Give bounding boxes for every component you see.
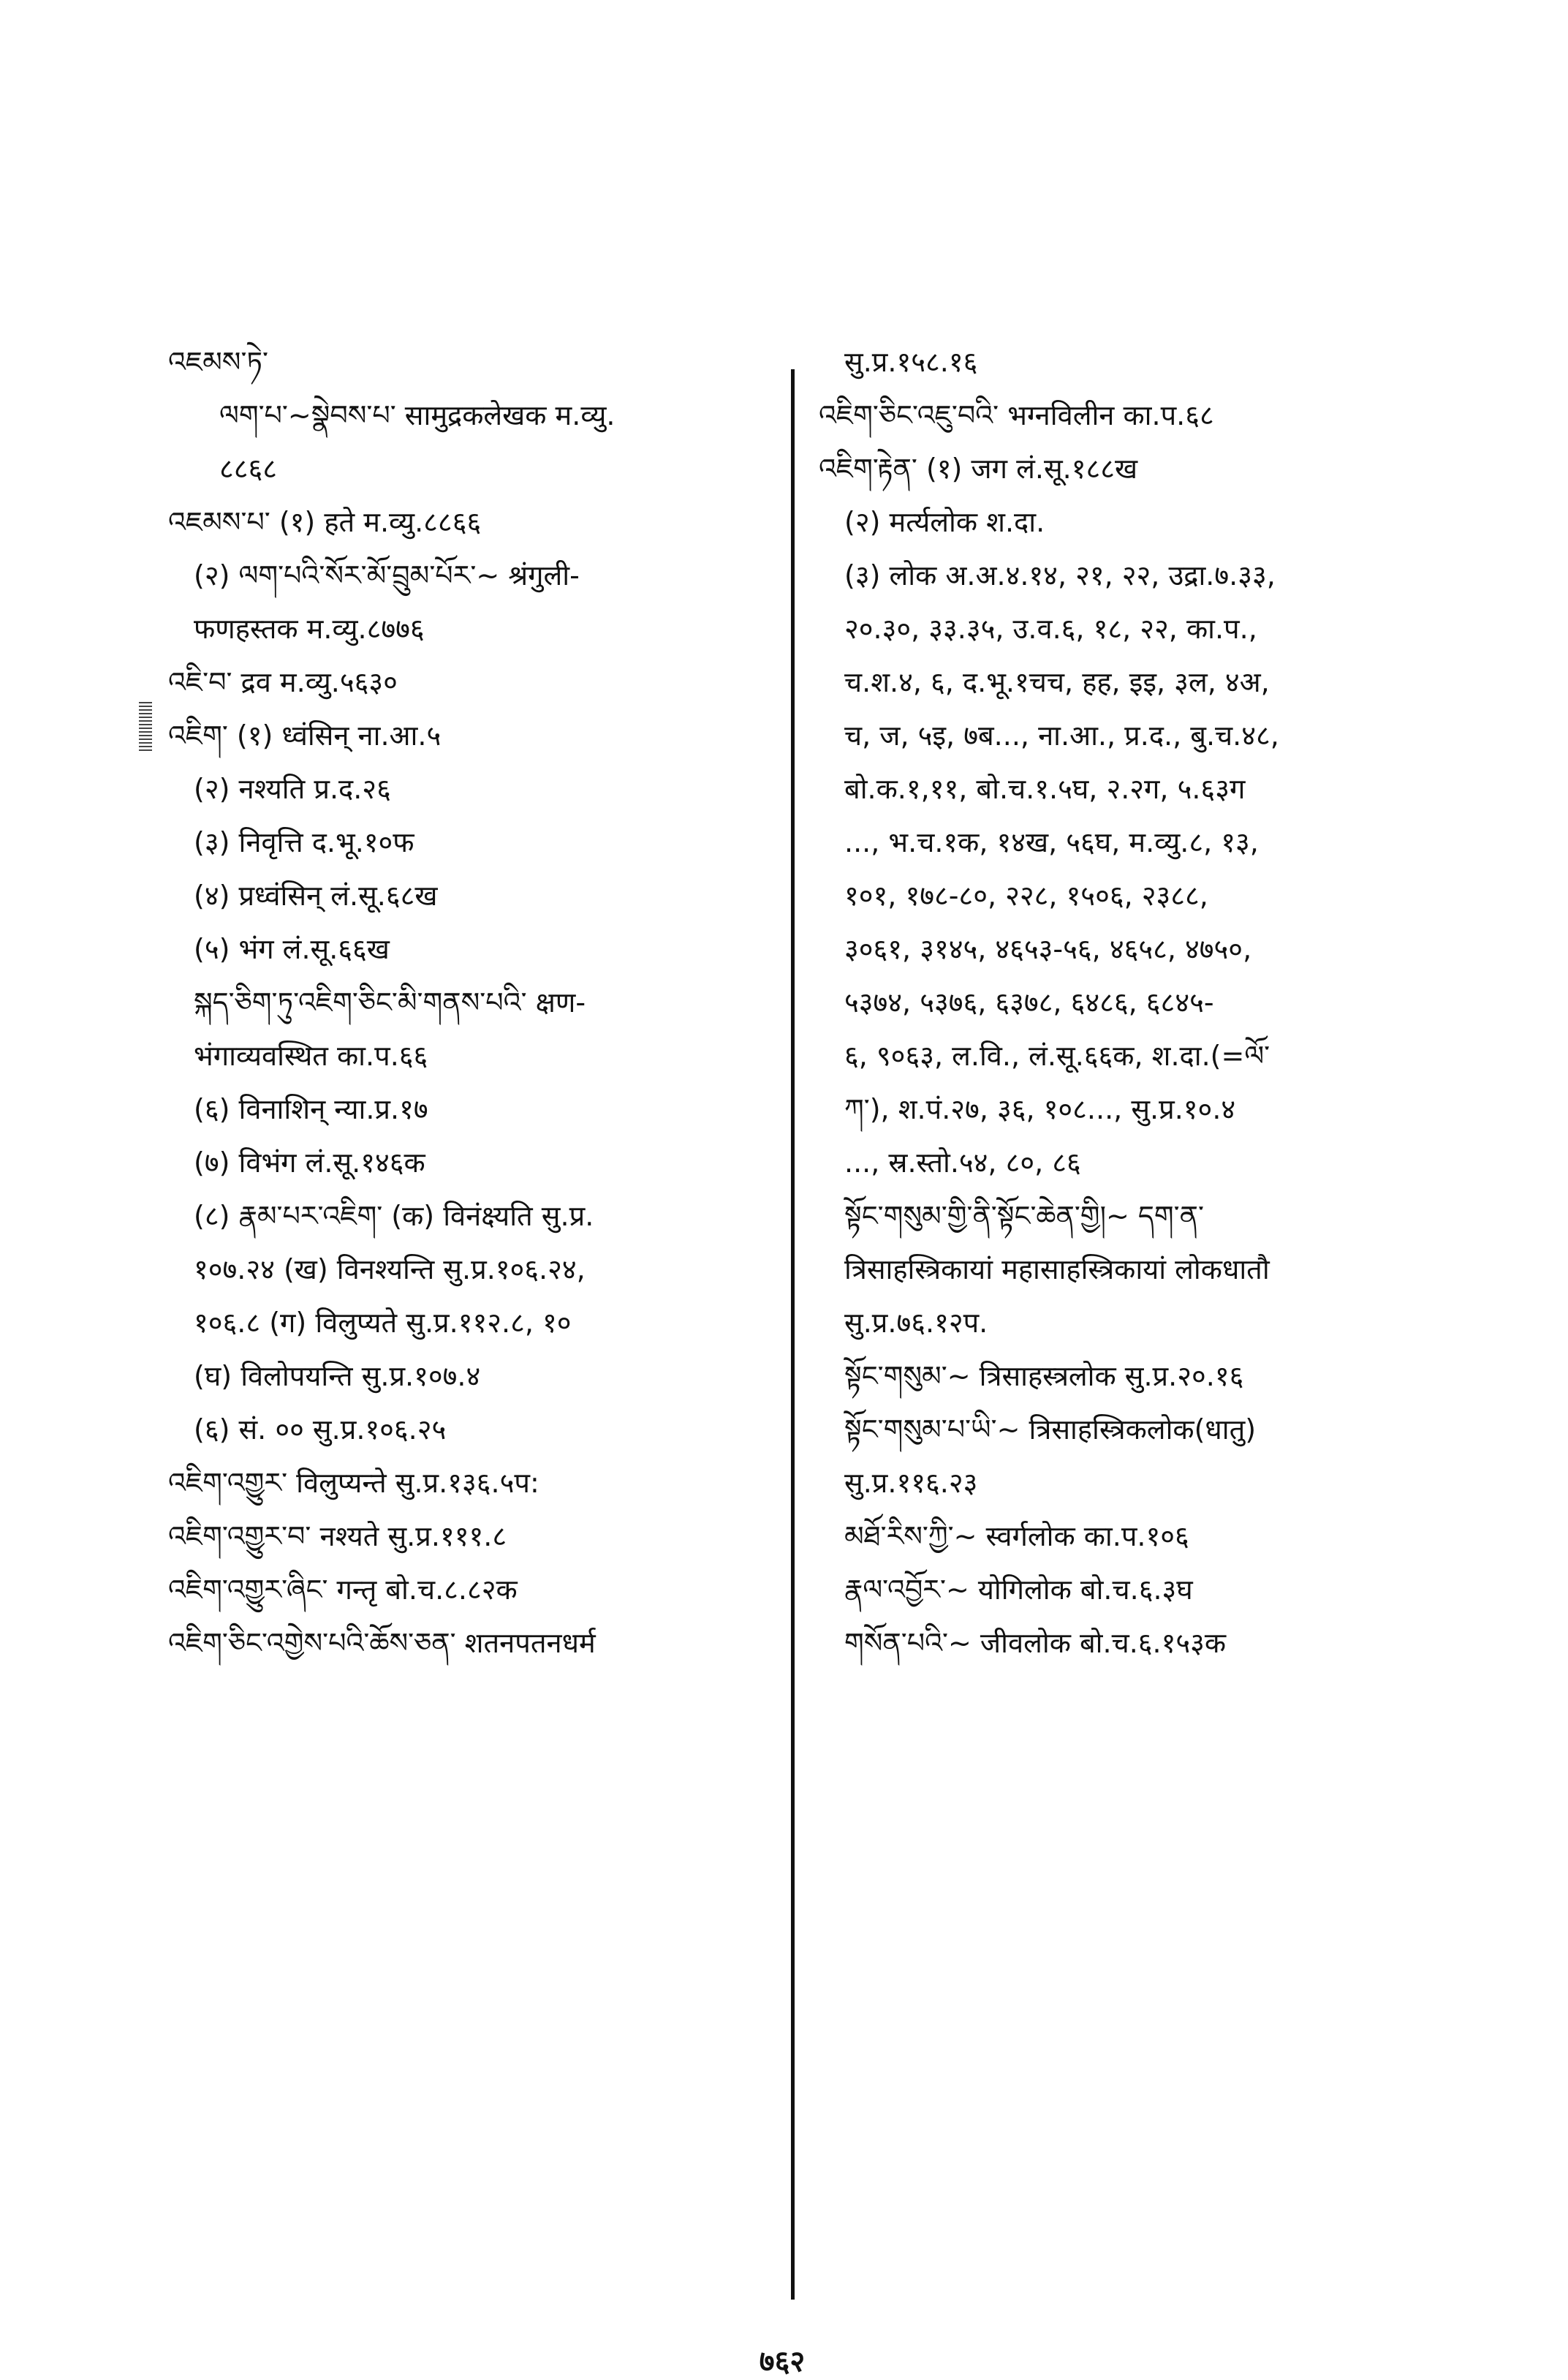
entry-line: च.श.४, ६, द.भू.१चच, हह, इइ, ३ल, ४अ,	[844, 666, 1270, 698]
entry-line: फणहस्तक म.व्यु.८७७६	[194, 613, 425, 645]
entry-line: ལག་པ་~སྣེབས་པ་ सामुद्रकलेखक म.व्यु.	[219, 399, 616, 431]
entry-line: च, ज, ५इ, ७ब..., ना.आ., प्र.द., बु.च.४८,	[844, 719, 1279, 752]
entry-line: འཇིག་ (१) ध्वंसिन् ना.आ.५	[168, 719, 442, 752]
entry-line: ६, ९०६३, ल.वि., लं.सू.६६क, श.दा.(=ལོ་	[844, 1040, 1270, 1072]
entry-line: འཇམས་ཏེ་	[168, 346, 268, 378]
entry-line: (८) རྣམ་པར་འཇིག་ (क) विनंक्ष्यति सु.प्र.	[194, 1200, 594, 1232]
column-divider	[791, 369, 795, 2300]
entry-line: སྟོང་གསུམ་གྱི་ནི་སྟོང་ཆེན་གྱི།~ དག་ན་	[844, 1200, 1204, 1232]
entry-line: (६) सं. ०० सु.प्र.१०६.२५	[194, 1413, 447, 1446]
entry-line: (३) लोक अ.अ.४.१४, २१, २२, उद्रा.७.३३,	[844, 559, 1276, 592]
entry-line: (२) ལག་པའི་སོར་མོ་བྲུམ་པོར་~ श्रंगुली-	[194, 559, 580, 592]
entry-line: सु.प्र.१५८.१६	[844, 346, 978, 378]
entry-line: སྟོང་གསུམ་པ་ཡི་~ त्रिसाहस्त्रिकलोक(धातु)	[844, 1413, 1257, 1446]
entry-line: (घ) विलोपयन्ति सु.प्र.१०७.४	[194, 1360, 481, 1392]
entry-line: बो.क.१,११, बो.च.१.५घ, २.२ग, ५.६३ग	[844, 773, 1246, 805]
entry-line: ८८६८	[219, 453, 278, 485]
entry-line: སྟོང་གསུམ་~ त्रिसाहस्त्रलोक सु.प्र.२०.१६	[844, 1360, 1244, 1392]
entry-line: སྐད་ཅིག་ཏུ་འཇིག་ཅིང་མི་གནས་པའི་ क्षण-	[194, 986, 586, 1019]
entry-line: १०१, १७८-८०, २२८, १५०६, २३८८,	[844, 880, 1208, 912]
entry-line: सु.प्र.७६.१२प.	[844, 1307, 988, 1339]
entry-line: १०७.२४ (ख) विनश्यन्ति सु.प्र.१०६.२४,	[194, 1253, 586, 1285]
entry-line: འཇི་བ་ द्रव म.व्यु.५६३०	[168, 666, 398, 698]
entry-line: (५) भंग लं.सू.६६ख	[194, 933, 390, 965]
entry-line: १०६.८ (ग) विलुप्यते सु.प्र.११२.८, १०	[194, 1307, 572, 1339]
entry-line: མཐོ་རིས་ཀྱི་~ स्वर्गलोक का.प.१०६	[844, 1520, 1189, 1552]
entry-line: འཇིག་ཅིང་འཇུ་བའི་ भग्नविलीन का.प.६८	[819, 399, 1214, 431]
entry-line: त्रिसाहस्त्रिकायां महासाहस्त्रिकायां लोकधातौ	[844, 1253, 1270, 1285]
margin-mark	[139, 702, 152, 753]
entry-line: འཇིག་འགྱུར་ विलुप्यन्ते सु.प्र.१३६.५प:	[168, 1467, 539, 1499]
right-column	[819, 344, 1433, 1678]
page-number: ७६२	[759, 2345, 806, 2379]
entry-line: འཇམས་པ་ (१) हते म.व्यु.८८६६	[168, 506, 482, 538]
entry-line: सु.प्र.११६.२३	[844, 1467, 978, 1499]
entry-line: २०.३०, ३३.३५, उ.व.६, १८, २२, का.प.,	[844, 613, 1257, 645]
entry-line: ..., भ.च.१क, १४ख, ५६घ, म.व्यु.८, १३,	[844, 826, 1259, 858]
left-column	[168, 344, 775, 1678]
entry-line: भंगाव्यवस्थित का.प.६६	[194, 1040, 428, 1072]
entry-line: ཀ་), श.पं.२७, ३६, १०८..., सु.प्र.१०.४	[844, 1093, 1236, 1125]
entry-line: (४) प्रध्वंसिन् लं.सू.६८ख	[194, 880, 438, 912]
entry-line: འཇིག་འགྱུར་བ་ नश्यते सु.प्र.१११.८	[168, 1520, 507, 1552]
entry-line: ५३७४, ५३७६, ६३७८, ६४८६, ६८४५-	[844, 986, 1214, 1019]
entry-line: (३) निवृत्ति द.भू.१०फ	[194, 826, 414, 858]
entry-line: ३०६१, ३१४५, ४६५३-५६, ४६५८, ४७५०,	[844, 933, 1252, 965]
entry-line: (२) मर्त्यलोक श.दा.	[844, 506, 1045, 538]
entry-line: འཇིག་རྟེན་ (१) जग लं.सू.१८८ख	[819, 453, 1138, 485]
entry-line: རྣལ་འབྱོར་~ योगिलोक बो.च.६.३घ	[844, 1574, 1193, 1606]
entry-line: (२) नश्यति प्र.द.२६	[194, 773, 391, 805]
entry-line: (७) विभंग लं.सू.१४६क	[194, 1146, 425, 1179]
entry-line: (६) विनाशिन् न्या.प्र.१७	[194, 1093, 428, 1125]
entry-line: གསོན་པའི་~ जीवलोक बो.च.६.१५३क	[844, 1627, 1227, 1659]
entry-line: འཇིག་འགྱུར་ཞིང་ गन्तृ बो.च.८.८२क	[168, 1574, 518, 1606]
entry-line: ..., स्र.स्तो.५४, ८०, ८६	[844, 1146, 1081, 1179]
entry-line: འཇིག་ཅིང་འགྱེས་པའི་ཆོས་ཅན་ शतनपतनधर्म	[168, 1627, 596, 1659]
